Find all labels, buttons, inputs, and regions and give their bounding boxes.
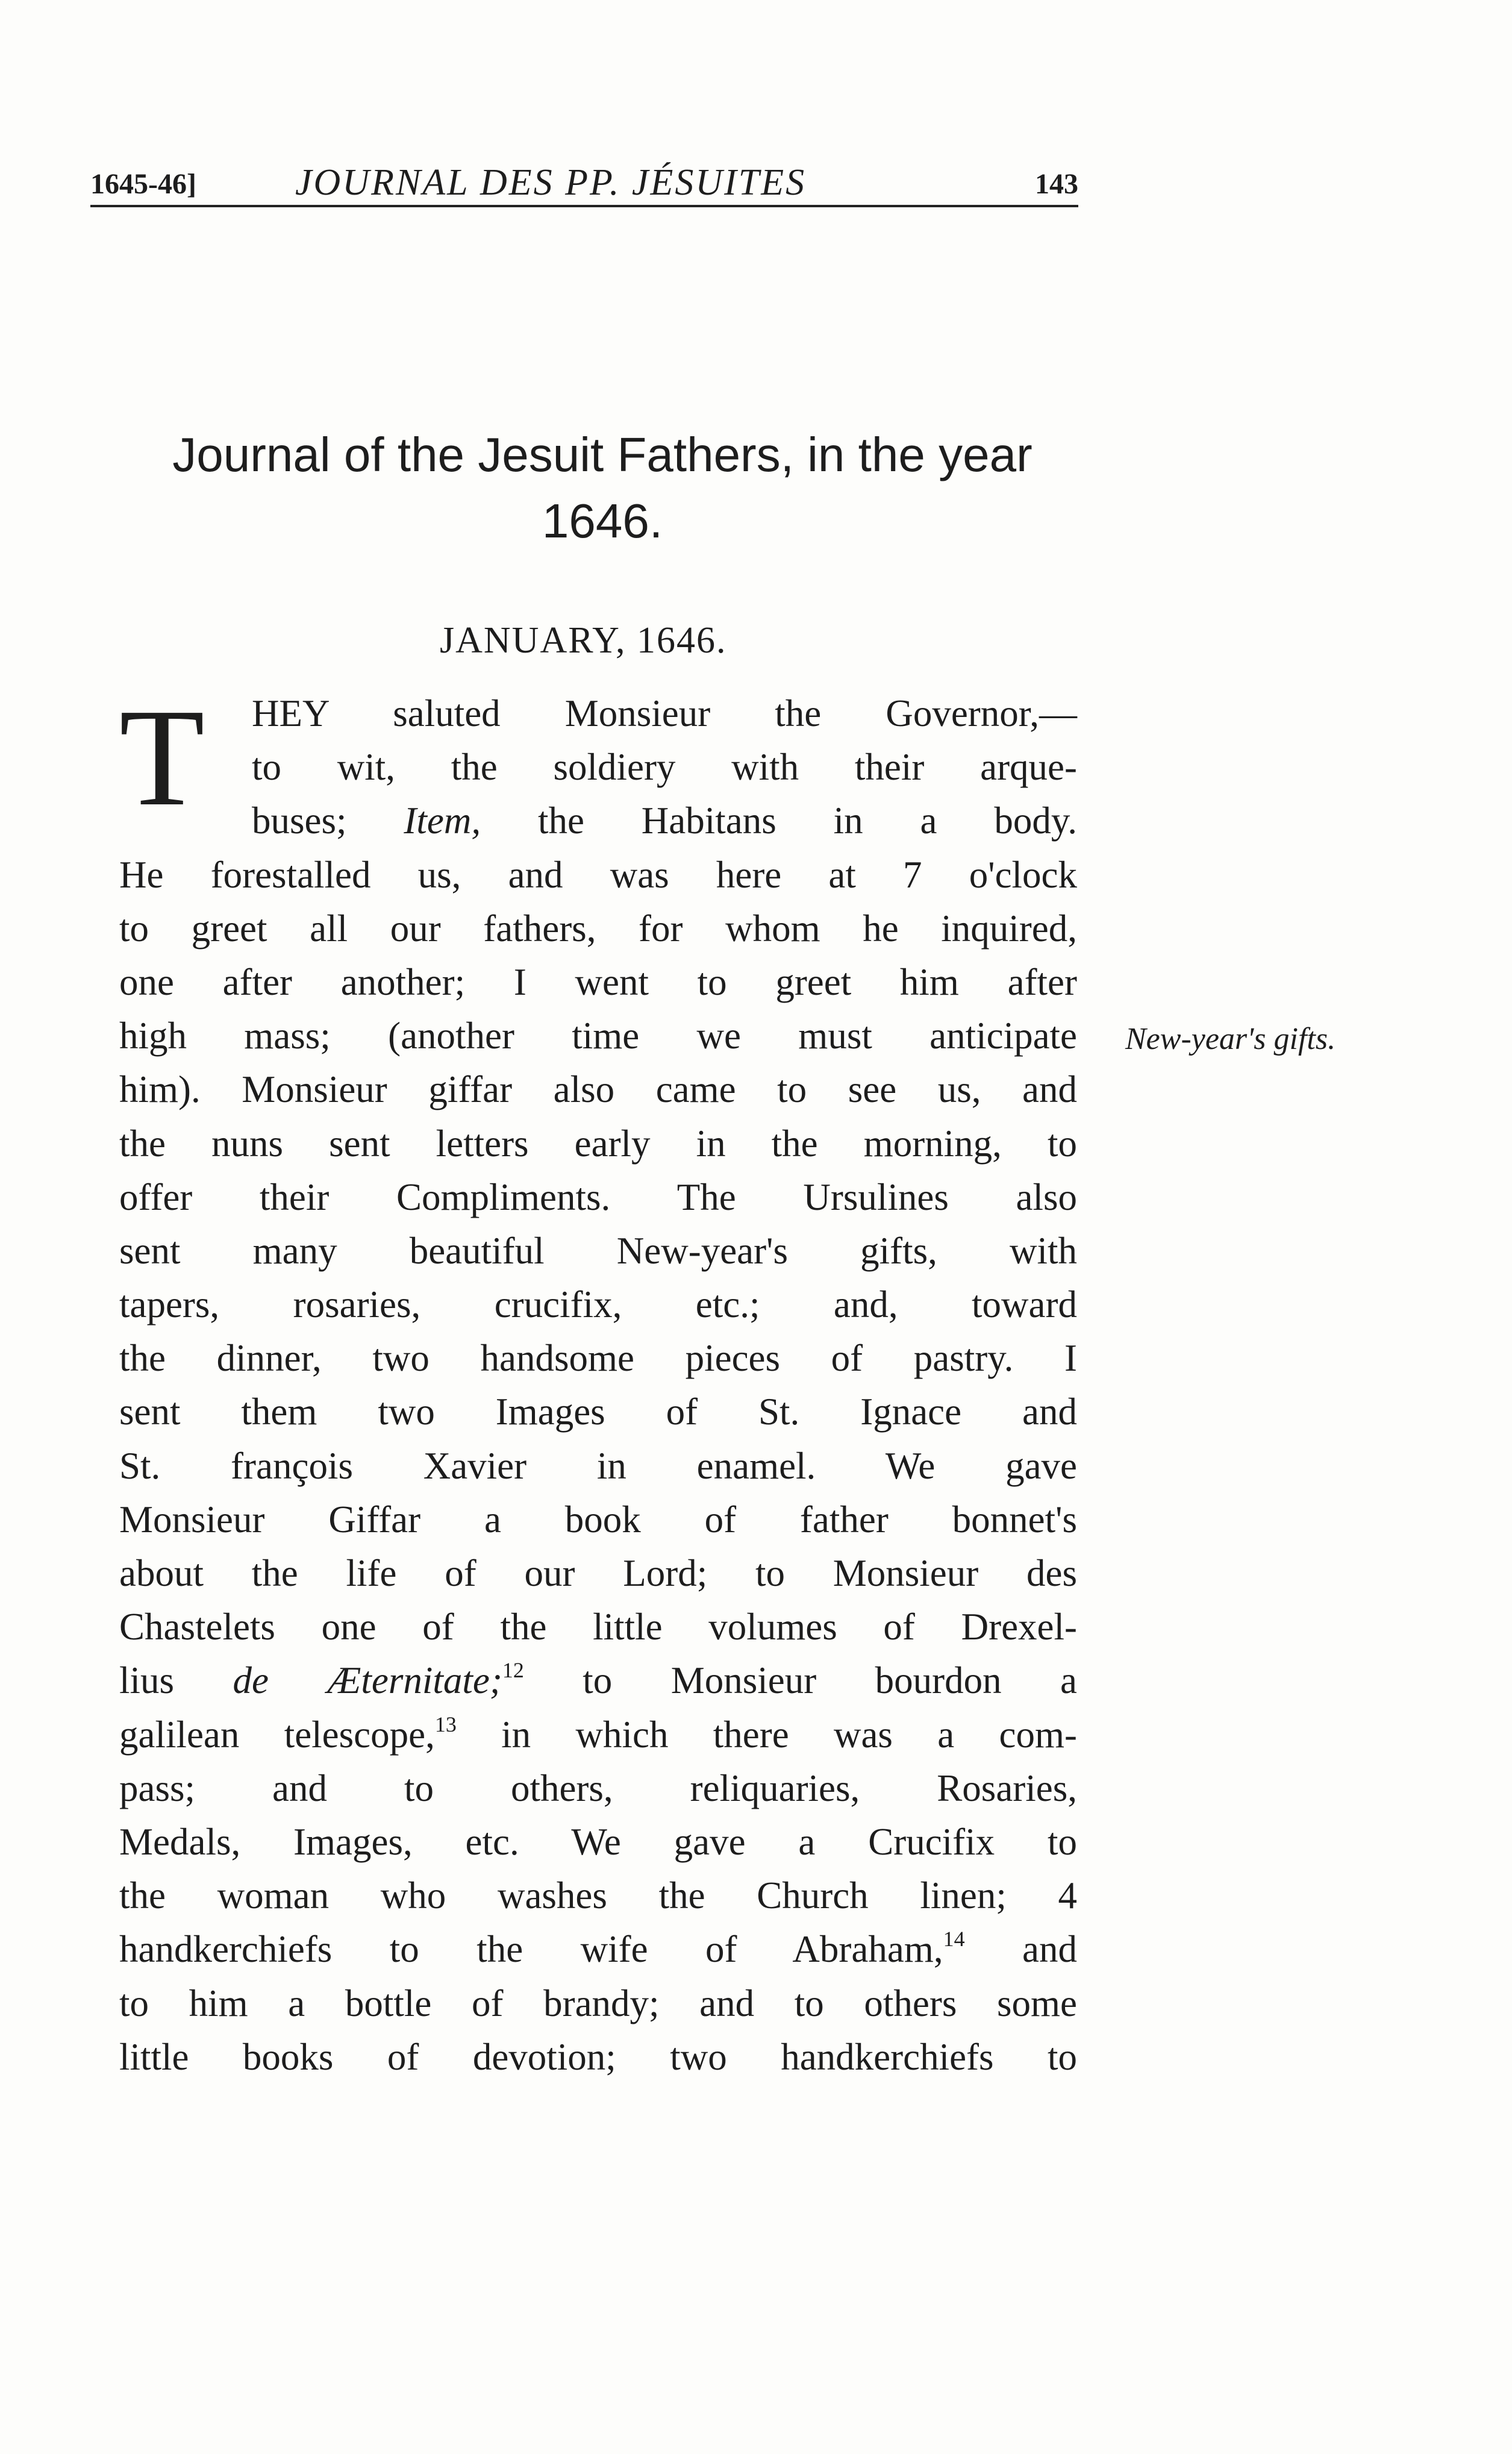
body-line: little books of devotion; two handkerchiefs to bbox=[119, 2035, 1077, 2078]
body-line-part: to Monsieur bourdon a bbox=[523, 1659, 1077, 1702]
body-paragraph bbox=[119, 680, 1077, 2084]
margin-note: New-year's gifts. bbox=[1125, 1022, 1336, 1056]
title-line-2: 1646. bbox=[542, 494, 663, 548]
body-line-part: lius bbox=[119, 1659, 233, 1702]
body-line: Monsieur Giffar a book of father bonnet's bbox=[119, 1498, 1077, 1541]
body-line: pass; and to others, reliquaries, Rosaries, bbox=[119, 1767, 1077, 1809]
body-line-part: buses; bbox=[252, 800, 404, 842]
body-line-part: handkerchiefs to the wife of Abraham, bbox=[119, 1928, 943, 1971]
running-header bbox=[90, 161, 1078, 207]
page-title bbox=[120, 422, 1084, 554]
section-heading: JANUARY, 1646. bbox=[440, 620, 727, 661]
body-line: the woman who washes the Church linen; 4 bbox=[119, 1874, 1077, 1917]
header-running-title: JOURNAL DES PP. JÉSUITES bbox=[295, 162, 807, 203]
body-line: Chastelets one of the little volumes of Drexel- bbox=[119, 1606, 1077, 1648]
italic-term: Item, bbox=[404, 800, 481, 842]
body-line: to him a bottle of brandy; and to others some bbox=[119, 1982, 1077, 2024]
body-line: He forestalled us, and was here at 7 o'clock bbox=[119, 853, 1077, 896]
header-year-range: 1645-46] bbox=[90, 168, 196, 200]
title-line-1: Journal of the Jesuit Fathers, in the year bbox=[172, 428, 1032, 481]
body-line-part: galilean telescope, bbox=[119, 1713, 435, 1756]
body-line: Medals, Images, etc. We gave a Crucifix to bbox=[119, 1820, 1077, 1863]
body-line: St. françois Xavier in enamel. We gave bbox=[119, 1444, 1077, 1487]
body-line: one after another; I went to greet him after bbox=[119, 960, 1077, 1003]
footnote-ref: 13 bbox=[434, 1712, 457, 1736]
body-line: to wit, the soldiery with their arque- bbox=[252, 746, 1077, 789]
italic-term: de Æternitate; bbox=[233, 1659, 502, 1702]
body-line: the nuns sent letters early in the morning, to bbox=[119, 1122, 1077, 1165]
drop-cap: T bbox=[119, 680, 205, 835]
body-line: tapers, rosaries, crucifix, etc.; and, toward bbox=[119, 1283, 1077, 1326]
body-line: high mass; (another time we must anticipate bbox=[119, 1015, 1077, 1057]
body-line: the dinner, two handsome pieces of pastry. I bbox=[119, 1337, 1077, 1380]
page-number: 143 bbox=[1035, 168, 1078, 200]
body-line-part: and bbox=[964, 1928, 1077, 1971]
body-line: to greet all our fathers, for whom he inquired, bbox=[119, 907, 1077, 950]
footnote-ref: 12 bbox=[502, 1658, 524, 1683]
body-line bbox=[119, 1708, 1077, 1762]
body-line: him). Monsieur giffar also came to see us, and bbox=[119, 1068, 1077, 1111]
body-line-part: in which there was a com- bbox=[456, 1713, 1077, 1756]
body-line: offer their Compliments. The Ursulines also bbox=[119, 1175, 1077, 1218]
body-line: sent them two Images of St. Ignace and bbox=[119, 1391, 1077, 1433]
body-line: HEY saluted Monsieur the Governor,— bbox=[252, 692, 1077, 734]
body-line-part: the Habitans in a body. bbox=[481, 800, 1077, 842]
body-line: about the life of our Lord; to Monsieur des bbox=[119, 1552, 1077, 1594]
footnote-ref: 14 bbox=[943, 1927, 965, 1952]
body-line: sent many beautiful New-year's gifts, with bbox=[119, 1229, 1077, 1272]
body-line bbox=[119, 1654, 1077, 1707]
body-line bbox=[119, 794, 1077, 848]
body-line bbox=[119, 1923, 1077, 1976]
